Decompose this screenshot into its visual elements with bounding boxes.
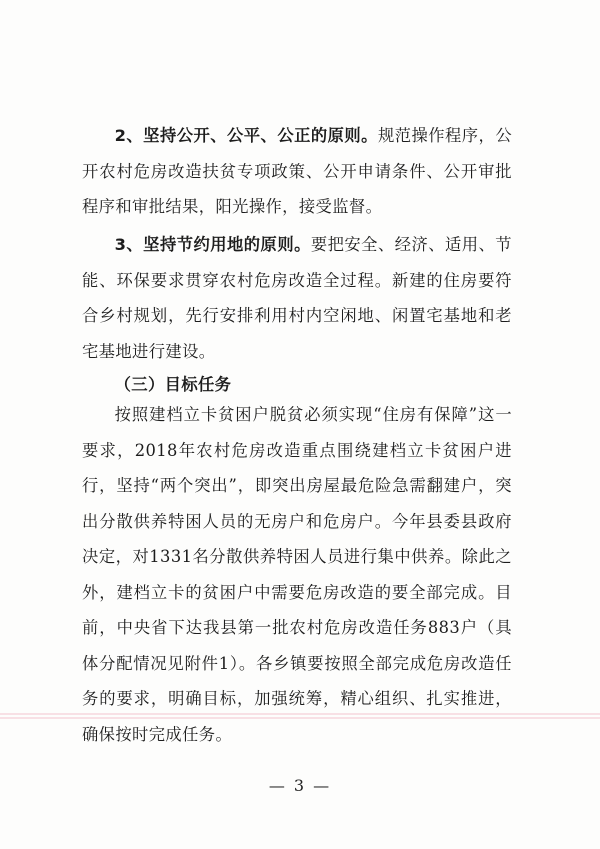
- principle-3-heading: 3、坚持节约用地的原则。: [114, 235, 311, 254]
- principle-2-paragraph: [82, 118, 512, 225]
- target-tasks-paragraph: 按照建档立卡贫困户脱贫必须实现“住房有保障”这一要求，2018年农村危房改造重点围绕建档立卡贫困户进行，坚持“两个突出”，即突出房屋最危险急需翻建户，突出分散供养特困人员的无房户和危房户。今年县委县政府决定，对1331名分散供养特困人员进行集中供养。除此之外，建档立卡的贫困户中需要危房改造的要全部完成。目前，中央省下达我县第一批农村危房改造任务883户（具体分配情况见附件1）。各乡镇要按照全部完成危房改造任务的要求，明确目标，加强统筹，精心组织、扎实推进，确保按时完成任务。: [82, 405, 512, 744]
- section-heading-target-tasks: （三）目标任务: [114, 375, 232, 394]
- page-number: — 3 —: [268, 776, 332, 795]
- principle-2-heading: 2、坚持公开、公平、公正的原则。: [114, 126, 378, 145]
- principle-3-body: 要把安全、经济、适用、节能、环保要求贯穿农村危房改造全过程。新建的住房要符合乡村规划，先行安排利用村内空闲地、闲置宅基地和老宅基地进行建设。: [82, 235, 512, 361]
- principle-2-body: 规范操作程序，公开农村危房改造扶贫专项政策、公开申请条件、公开审批程序和审批结果，阳光操作，接受监督。: [82, 126, 512, 216]
- scan-line-decoration: [0, 717, 600, 719]
- scan-line-decoration: [0, 713, 600, 715]
- principle-3-paragraph: [82, 227, 512, 369]
